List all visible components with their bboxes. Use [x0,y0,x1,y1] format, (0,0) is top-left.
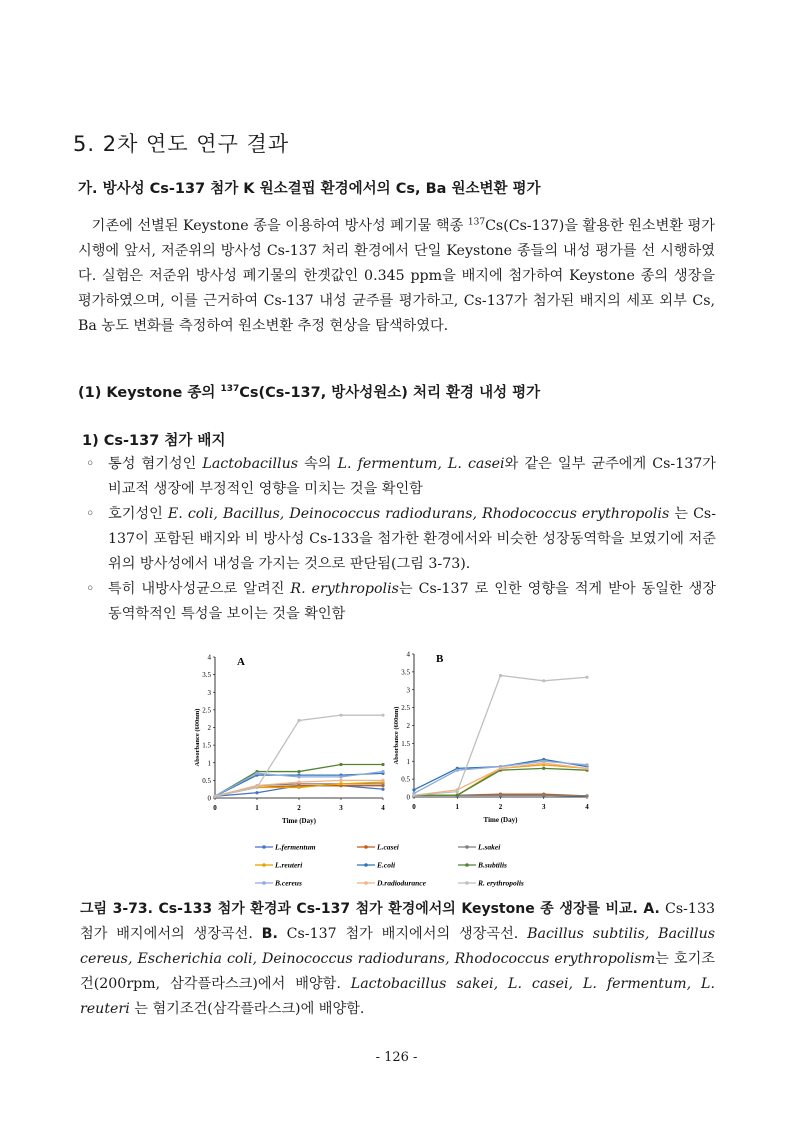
x-tick-label: 4 [381,804,385,812]
data-point [585,767,588,770]
y-tick-label: 1.5 [401,739,410,748]
data-point [381,763,384,766]
data-point [412,794,415,797]
data-point [381,779,384,782]
subsection-title: 가. 방사성 Cs-137 첨가 K 원소결핍 환경에서의 Cs, Ba 원소변환 평가 [78,181,541,197]
data-point [456,790,459,793]
legend-marker [364,845,368,849]
y-tick-label: 0.5 [401,775,410,784]
y-tick-label: 2.5 [202,706,211,715]
b1-t1: 통성 혐기성인 [108,456,203,472]
y-axis-label: Absorbance (600nm) [194,708,201,767]
legend-marker [262,845,266,849]
legend-label: R. erythropolis [478,878,524,888]
legend-marker [364,881,368,885]
x-tick-label: 1 [255,804,259,812]
b1-t3: 와 같은 일부 균주에게 Cs-137가 비교적 생장에 부정적인 영향을 미치는 것을 확인함 [108,456,716,497]
legend-label: L.fermentum [275,842,316,852]
data-point [542,794,545,797]
legend-label: L.reuteri [275,860,303,870]
heading-tolerance-post: Cs(Cs-137, 방사성원소) 처리 환경 내성 평가 [239,385,541,401]
legend-label: L.sakei [478,842,501,852]
data-point [542,767,545,770]
x-tick-label: 2 [297,804,301,812]
b2-i1: E. coli, Bacillus, Deinococcus radiodurans, Rhodococcus erythropolis [167,506,670,522]
b1-t2: 속의 [298,456,338,472]
caption-t2: Cs-137 첨가 배지에서의 생장곡선. [277,926,528,942]
x-tick-label: 0 [412,803,416,811]
y-tick-label: 0 [406,793,410,802]
b2-t1: 호기성인 [108,506,168,522]
bullet-mark: ◦ [86,581,95,597]
legend-label: D.radiodurance [377,878,426,888]
intro-superscript: 137 [467,217,486,228]
y-tick-label: 3.5 [202,671,211,680]
page-number: - 126 - [375,1050,418,1065]
data-point [339,779,342,782]
data-point [255,786,258,789]
b3-t1: 특히 내방사성균으로 알려진 [108,581,291,597]
figure-caption [80,897,715,1022]
y-tick-label: 4 [207,653,211,662]
y-tick-label: 1 [207,759,211,768]
caption-b: B. [261,926,278,942]
caption-title: 그림 3-73. Cs-133 첨가 환경과 Cs-137 첨가 환경에서의 Keystone 종 생장를 비교. A. [80,901,660,917]
b3-i1: R. erythropolis [290,581,399,597]
b1-i2: L. fermentum, L. casei [337,456,505,472]
y-axis-label: Absorbance (600nm) [393,706,400,765]
data-point [297,775,300,778]
legend-marker [262,881,266,885]
b1-i1: Lactobacillus [202,456,299,472]
y-tick-label: 4 [406,650,410,659]
y-tick-label: 3.5 [401,668,410,677]
heading-cs137-medium: 1) Cs-137 첨가 배지 [82,433,226,449]
panel-label: A [237,656,245,668]
data-point [297,770,300,773]
y-tick-label: 2 [406,722,410,730]
chart-panel-a [194,654,385,826]
data-point [255,772,258,775]
x-tick-label: 2 [498,803,503,811]
x-axis-label: Time (Day) [483,816,518,824]
legend-marker [465,863,469,867]
legend-label: B.cereus [275,878,302,888]
caption-species-aerobic: Bacillus subtilis, Bacillus cereus, Escherichia coli, Deinococcus radiodurans, Rhodococcus erythropolism [80,926,715,967]
series-line [414,768,587,795]
data-point [456,794,459,797]
data-point [381,788,384,791]
data-point [213,795,216,798]
data-point [297,781,300,784]
x-tick-label: 3 [339,804,343,812]
data-point [381,714,384,717]
y-tick-label: 1 [406,757,410,766]
bullet-mark: ◦ [86,456,95,472]
legend-marker [262,863,266,867]
y-tick-label: 3 [406,686,410,695]
data-point [297,719,300,722]
heading-tolerance-pre: (1) Keystone 종의 [78,385,221,401]
caption-species-anaerobic: Lactobacillus sakei, L. casei, L. fermentum, L. reuteri [80,976,715,1017]
intro-text-1: 기존에 선별된 Keystone 종을 이용하여 방사성 폐기물 핵종 [91,218,468,234]
y-tick-label: 2.5 [401,704,410,713]
legend-label: L.casei [377,842,399,852]
legend-marker [465,881,469,885]
data-point [499,794,502,797]
b3-t2: 는 Cs-137 로 인한 영향을 적게 받아 동일한 생장 동역학적인 특성을 보이는 것을 확인함 [108,581,716,622]
y-tick-label: 3 [207,688,211,697]
chart-panel-b [393,651,589,825]
intro-text-2: Cs(Cs-137)을 활용한 원소변환 평가 시행에 앞서, 저준위의 방사성 Cs-137 처리 환경에서 단일 Keystone 종들의 내성 평가를 선 시행하였다. 실험은 저준위 방사성 폐기물의 한곗값인 0.345 ppm을 배지에 첨가하여 Keystone 종의 생장을 평가하였으며, 이를 근거하여 Cs-137 내성 균주를 평가하고, Cs-137가 첨가된 배지의 세포 외부 Cs, Ba 농도 변화를 측정하여 원소변환 추정 현상을 탐색하였다. [78,218,716,334]
data-point [499,674,502,677]
data-point [339,714,342,717]
x-tick-label: 4 [585,803,589,811]
data-point [499,767,502,770]
x-tick-label: 1 [455,803,459,811]
series-line [414,759,587,789]
heading-tolerance-sup: 137 [220,384,240,395]
caption-t1: Cs-133 첨가 배지에서의 생장곡선. [80,901,715,942]
data-point [381,770,384,773]
data-point [339,763,342,766]
data-point [297,786,300,789]
y-tick-label: 0 [207,794,211,803]
legend-marker [364,863,368,867]
data-point [255,791,258,794]
legend-marker [465,845,469,849]
panel-label: B [436,653,444,665]
data-point [456,769,459,772]
caption-t3: 는 호기조건(200rpm, 삼각플라스크)에서 배양함. [80,951,715,992]
x-tick-label: 0 [213,804,217,812]
x-tick-label: 3 [542,803,546,811]
data-point [585,676,588,679]
section-title: 5. 2차 연도 연구 결과 [73,132,290,156]
legend-label: E.coli [377,860,396,870]
data-point [339,775,342,778]
chart-legend [255,843,524,888]
caption-t4: 는 혐기조건(삼각플라스크)에 배양함. [129,1001,365,1017]
data-point [339,782,342,785]
y-tick-label: 0.5 [202,776,211,785]
b2-t2: 는 Cs-137이 포함된 배지와 비 방사성 Cs-133을 첨가한 환경에서와 비슷한 성장동역학을 보였기에 저준위의 방사성에서 내성을 가지는 것으로 판단됨(그림 3-73). [108,506,717,572]
data-point [542,679,545,682]
legend-label: B.subtilis [478,860,507,870]
data-point [542,761,545,764]
data-point [585,794,588,797]
x-axis-label: Time (Day) [282,817,316,825]
bullet-mark: ◦ [86,506,95,522]
y-tick-label: 2 [207,724,211,732]
data-point [585,763,588,766]
data-point [412,788,415,791]
y-tick-label: 1.5 [202,741,211,750]
